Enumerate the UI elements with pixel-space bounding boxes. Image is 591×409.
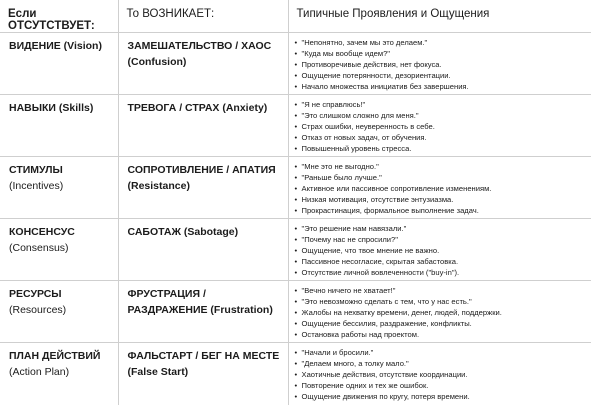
table-row xyxy=(0,157,591,219)
missing-cell xyxy=(0,95,118,157)
missing-label: РЕСУРСЫ xyxy=(9,288,62,300)
header-symptoms: Типичные Проявления и Ощущения xyxy=(288,0,591,33)
result-label-en: (False Start) xyxy=(127,366,189,378)
table-header-row xyxy=(0,0,591,33)
result-cell xyxy=(118,33,288,95)
symptoms-list xyxy=(295,223,591,278)
symptom-item: • "Куда мы вообще идем?" xyxy=(295,48,591,59)
result-cell xyxy=(118,95,288,157)
symptom-item: • Страх ошибки, неуверенность в себе. xyxy=(295,121,591,132)
missing-label: ВИДЕНИЕ (Vision) xyxy=(9,40,102,52)
symptoms-list xyxy=(295,99,591,154)
symptom-item: • Ощущение движения по кругу, потеря времени. xyxy=(295,391,591,402)
symptoms-cell xyxy=(288,281,591,343)
symptom-item: • Повторение одних и тех же ошибок. xyxy=(295,380,591,391)
symptom-item: • "Начали и бросили." xyxy=(295,347,591,358)
result-cell xyxy=(118,219,288,281)
symptom-item: • "Я не справлюсь!" xyxy=(295,99,591,110)
result-cell xyxy=(118,157,288,219)
result-cell xyxy=(118,281,288,343)
missing-cell xyxy=(0,343,118,405)
symptom-item: • "Мне это не выгодно." xyxy=(295,161,591,172)
result-label: ЗАМЕШАТЕЛЬСТВО / ХАОС xyxy=(127,40,272,52)
missing-cell xyxy=(0,157,118,219)
symptom-item: • Низкая мотивация, отсутствие энтузиазма. xyxy=(295,194,591,205)
table-row xyxy=(0,343,591,405)
table-row xyxy=(0,33,591,95)
symptom-item: • Остановка работы над проектом. xyxy=(295,329,591,340)
symptoms-list xyxy=(295,347,591,402)
symptoms-list xyxy=(295,161,591,216)
symptom-item: • Активное или пассивное сопротивление изменениям. xyxy=(295,183,591,194)
symptoms-cell xyxy=(288,343,591,405)
result-label-en: РАЗДРАЖЕНИЕ (Frustration) xyxy=(127,304,273,316)
result-label-en: (Resistance) xyxy=(127,180,190,192)
result-label: ФАЛЬСТАРТ / БЕГ НА МЕСТЕ xyxy=(127,350,280,362)
symptom-item: • Хаотичные действия, отсутствие координации. xyxy=(295,369,591,380)
symptom-item: • Отсутствие личной вовлеченности ("buy-in"). xyxy=(295,267,591,278)
result-label: САБОТАЖ (Sabotage) xyxy=(127,226,239,238)
table-row xyxy=(0,281,591,343)
symptom-item: • Повышенный уровень стресса. xyxy=(295,143,591,154)
header-result: То ВОЗНИКАЕТ: xyxy=(118,0,288,33)
symptom-item: • "Почему нас не спросили?" xyxy=(295,234,591,245)
table-row xyxy=(0,95,591,157)
result-cell xyxy=(118,343,288,405)
symptoms-cell xyxy=(288,95,591,157)
missing-label: ПЛАН ДЕЙСТВИЙ xyxy=(9,350,101,362)
symptom-item: • Пассивное несогласие, скрытая забастовка. xyxy=(295,256,591,267)
symptom-item: • Прокрастинация, формальное выполнение задач. xyxy=(295,205,591,216)
symptoms-cell xyxy=(288,33,591,95)
missing-label-en: (Action Plan) xyxy=(9,366,70,378)
symptom-item: • Противоречивые действия, нет фокуса. xyxy=(295,59,591,70)
symptom-item: • Ощущение, что твое мнение не важно. xyxy=(295,245,591,256)
result-label: ФРУСТРАЦИЯ / xyxy=(127,288,206,300)
missing-label: НАВЫКИ (Skills) xyxy=(9,102,94,114)
missing-cell xyxy=(0,33,118,95)
result-label: ТРЕВОГА / СТРАХ (Anxiety) xyxy=(127,102,268,114)
table-row xyxy=(0,219,591,281)
missing-label-en: (Incentives) xyxy=(9,180,64,192)
result-label: СОПРОТИВЛЕНИЕ / АПАТИЯ xyxy=(127,164,276,176)
missing-cell xyxy=(0,281,118,343)
symptom-item: • Жалобы на нехватку времени, денег, людей, поддержки. xyxy=(295,307,591,318)
missing-label: СТИМУЛЫ xyxy=(9,164,63,176)
symptom-item: • "Раньше было лучше." xyxy=(295,172,591,183)
symptom-item: • "Вечно ничего не хватает!" xyxy=(295,285,591,296)
symptom-item: • Ощущение бессилия, раздражение, конфликты. xyxy=(295,318,591,329)
symptom-item: • "Делаем много, а толку мало." xyxy=(295,358,591,369)
symptom-item: • Отказ от новых задач, от обучения. xyxy=(295,132,591,143)
symptom-item: • "Это решение нам навязали." xyxy=(295,223,591,234)
symptom-item: • Начало множества инициатив без завершения. xyxy=(295,81,591,92)
symptoms-list xyxy=(295,285,591,340)
symptom-item: • "Это невозможно сделать с тем, что у нас есть." xyxy=(295,296,591,307)
symptom-item: • Ощущение потерянности, дезориентации. xyxy=(295,70,591,81)
missing-label: КОНСЕНСУС xyxy=(9,226,75,238)
symptoms-cell xyxy=(288,157,591,219)
missing-label-en: (Consensus) xyxy=(9,242,69,254)
symptom-item: • "Непонятно, зачем мы это делаем." xyxy=(295,37,591,48)
missing-cell xyxy=(0,219,118,281)
symptoms-cell xyxy=(288,219,591,281)
symptoms-list xyxy=(295,37,591,92)
symptom-item: • "Это слишком сложно для меня." xyxy=(295,110,591,121)
result-label-en: (Confusion) xyxy=(127,56,187,68)
missing-label-en: (Resources) xyxy=(9,304,67,316)
header-missing: Если ОТСУТСТВУЕТ: xyxy=(0,0,118,33)
